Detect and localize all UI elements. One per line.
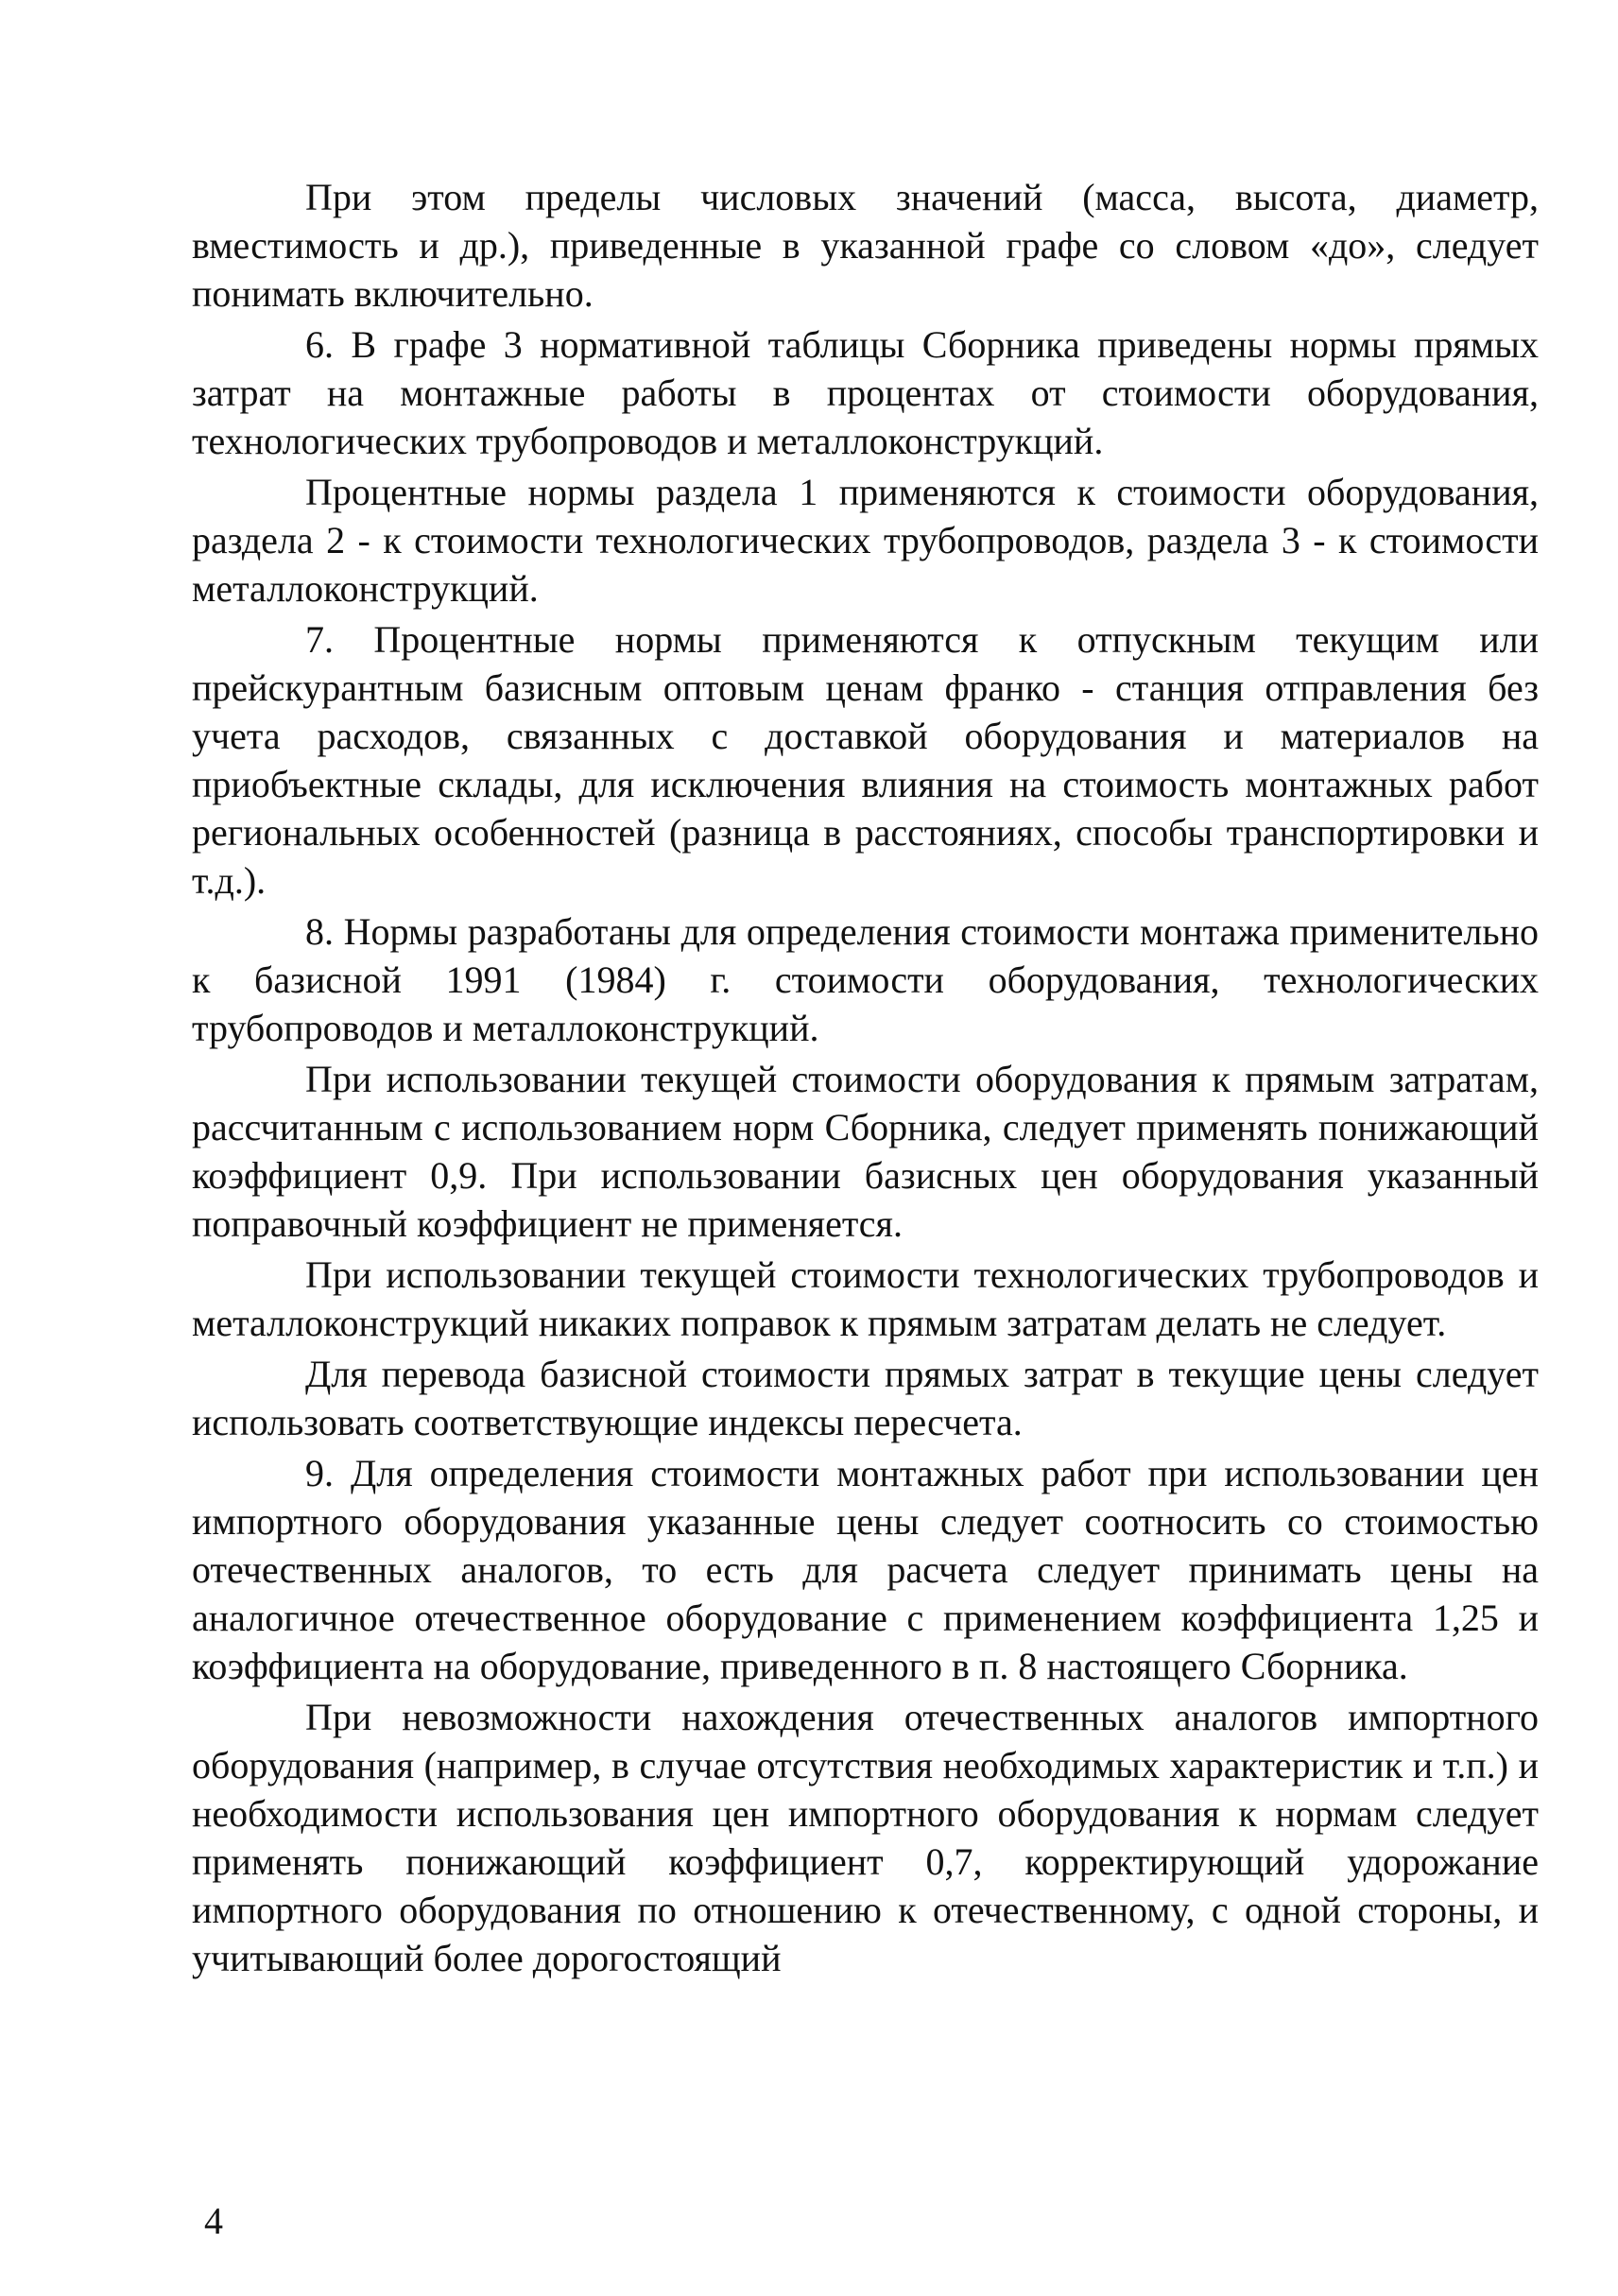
body-text [192, 173, 1539, 1982]
paragraph-item-7: 7. Процентные нормы применяются к отпускным текущим или прейскурантным базисным оптовым ценам франко - станция отправления без учета расходов, связанных с доставкой оборудования и материалов на приобъектные склады, для исключения влияния на стоимость монтажных работ региональных особенностей (разница в расстояниях, способы транспортировки и т.д.). [192, 618, 1539, 902]
page-number: 4 [204, 2200, 223, 2242]
paragraph-pipelines-no-correction: При использовании текущей стоимости технологических трубопроводов и металлоконструкций никаких поправок к прямым затратам делать не следует. [192, 1253, 1539, 1344]
paragraph-percent-norms-sections: Процентные нормы раздела 1 применяются к стоимости оборудования, раздела 2 - к стоимости технологических трубопроводов, раздела 3 - к стоимости металлоконструкций. [192, 471, 1539, 610]
paragraph-conversion-indices: Для перевода базисной стоимости прямых затрат в текущие цены следует использовать соответствующие индексы пересчета. [192, 1353, 1539, 1443]
paragraph-item-8: 8. Нормы разработаны для определения стоимости монтажа применительно к базисной 1991 (1984) г. стоимости оборудования, технологических трубопроводов и металлоконструкций. [192, 910, 1539, 1049]
paragraph-current-cost-coefficient: При использовании текущей стоимости оборудования к прямым затратам, рассчитанным с использованием норм Сборника, следует применять понижающий коэффициент 0,9. При использовании базисных цен оборудования указанный поправочный коэффициент не применяется. [192, 1058, 1539, 1245]
paragraph-import-equipment: При невозможности нахождения отечественных аналогов импортного оборудования (например, в случае отсутствия необходимых характеристик и т.п.) и необходимости использования цен импортного оборудования к нормам следует применять понижающий коэффициент 0,7, корректирующий удорожание импортного оборудования по отношению к отечественному, с одной стороны, и учитывающий более дорогостоящий [192, 1696, 1539, 1979]
paragraph-limits-inclusive: При этом пределы числовых значений (масса, высота, диаметр, вместимость и др.), приведенные в указанной графе со словом «до», следует понимать включительно. [192, 176, 1539, 315]
paragraph-item-6: 6. В графе 3 нормативной таблицы Сборника приведены нормы прямых затрат на монтажные работы в процентах от стоимости оборудования, технологических трубопроводов и металлоконструкций. [192, 323, 1539, 462]
paragraph-item-9: 9. Для определения стоимости монтажных работ при использовании цен импортного оборудования указанные цены следует соотносить со стоимостью отечественных аналогов, то есть для расчета следует принимать цены на аналогичное отечественное оборудование с применением коэффициента 1,25 и коэффициента на оборудование, приведенного в п. 8 настоящего Сборника. [192, 1452, 1539, 1687]
